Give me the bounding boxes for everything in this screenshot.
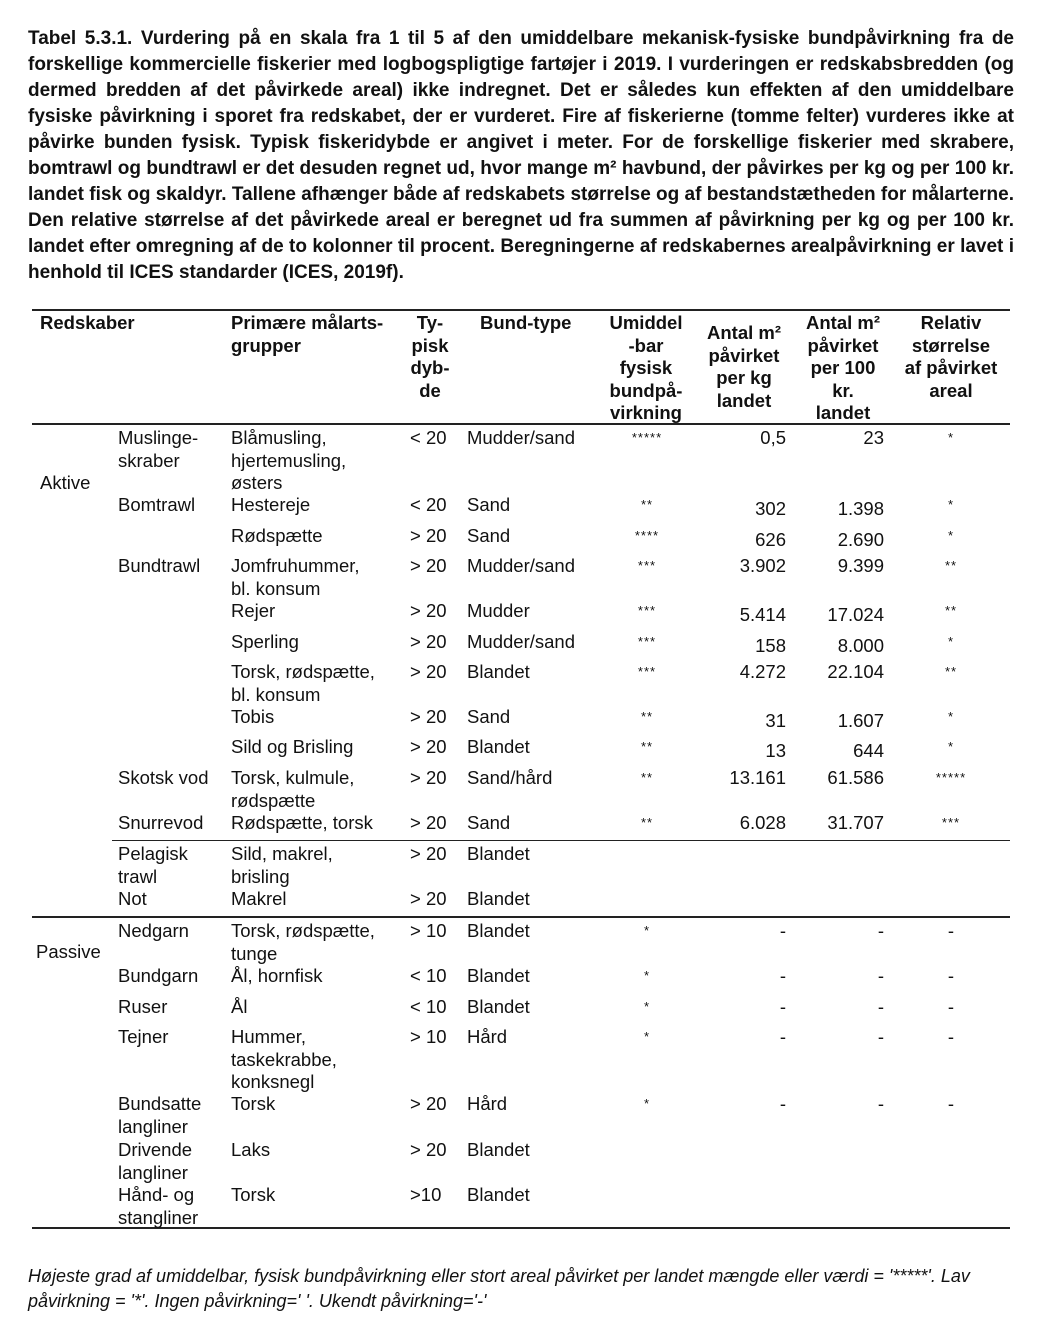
bottom-type-cell: Blandet — [467, 736, 530, 757]
impact-stars-cell: *** — [637, 558, 657, 573]
gear-cell: Nedgarn — [118, 920, 189, 941]
relative-size-cell: * — [947, 634, 955, 649]
target-cell: Blåmusling, hjertemusling, østers — [231, 427, 347, 493]
impact-stars-cell: *** — [637, 634, 657, 649]
area-per-100kr-cell: 31.707 — [827, 812, 884, 833]
depth-cell: >10 — [410, 1184, 442, 1205]
header-area-per-kg: Antal m² påvirket per kg landet — [707, 322, 781, 411]
depth-cell: < 20 — [410, 494, 447, 515]
impact-stars-cell: ** — [640, 497, 654, 512]
target-cell: Laks — [231, 1139, 271, 1160]
gear-cell: Pelagisk trawl — [118, 843, 188, 887]
area-per-kg-cell: 31 — [765, 710, 786, 731]
impact-stars-cell: * — [643, 999, 651, 1014]
area-per-kg-cell: - — [779, 996, 786, 1017]
depth-cell: > 20 — [410, 1139, 447, 1160]
area-per-100kr-cell: 23 — [863, 427, 884, 448]
area-per-100kr-cell: 9.399 — [837, 555, 884, 576]
relative-size-cell: * — [947, 739, 955, 754]
target-cell: Torsk, rødspætte, bl. konsum — [231, 661, 375, 705]
header-depth: Ty- pisk dyb- de — [410, 312, 450, 401]
bottom-type-cell: Blandet — [467, 888, 530, 909]
depth-cell: > 20 — [410, 631, 447, 652]
depth-cell: > 10 — [410, 920, 447, 941]
target-cell: Torsk — [231, 1093, 276, 1114]
gear-cell: Not — [118, 888, 147, 909]
impact-stars-cell: * — [643, 923, 651, 938]
target-cell: Tobis — [231, 706, 275, 727]
area-per-kg-cell: 0,5 — [760, 427, 786, 448]
header-relative-size: Relativ størrelse af påvirket areal — [904, 312, 998, 401]
area-per-100kr-cell: 1.398 — [837, 498, 884, 519]
header-impact: Umiddel -bar fysisk bundpå- virkning — [609, 312, 683, 423]
gear-cell: Ruser — [118, 996, 168, 1017]
relative-size-cell: - — [947, 1026, 955, 1047]
gear-cell: Bomtrawl — [118, 494, 196, 515]
target-cell: Jomfruhummer, bl. konsum — [231, 555, 360, 599]
target-cell: Sild og Brisling — [231, 736, 354, 757]
bottom-type-cell: Sand — [467, 525, 511, 546]
gear-cell: Muslinge- skraber — [118, 427, 199, 471]
bottom-type-cell: Sand — [467, 812, 511, 833]
depth-cell: > 20 — [410, 888, 447, 909]
passive-divider-rule — [32, 916, 1010, 918]
impact-stars-cell: * — [643, 1096, 651, 1111]
target-cell: Rødspætte — [231, 525, 323, 546]
area-per-100kr-cell: 2.690 — [837, 529, 884, 550]
bottom-type-cell: Blandet — [467, 965, 530, 986]
relative-size-cell: - — [947, 996, 955, 1017]
relative-size-cell: * — [947, 528, 955, 543]
gear-cell: Bundsatte langliner — [118, 1093, 202, 1137]
gear-cell: Hånd- og stangliner — [118, 1184, 199, 1228]
impact-stars-cell: ** — [640, 739, 654, 754]
area-per-kg-cell: - — [779, 1093, 786, 1114]
footnote: Højeste grad af umiddelbar, fysisk bundpåvirkning eller stort areal påvirket per landet mængde eller værdi = '*****'. Lav påvirkning = '*'. Ingen påvirkning=' '. Ukendt påvirkning='-' — [28, 1266, 970, 1311]
impact-stars-cell: ***** — [631, 430, 663, 445]
relative-size-cell: ** — [944, 664, 958, 679]
depth-cell: < 20 — [410, 427, 447, 448]
area-per-100kr-cell: 17.024 — [827, 604, 884, 625]
depth-cell: > 20 — [410, 843, 447, 864]
bottom-type-cell: Blandet — [467, 843, 530, 864]
depth-cell: > 20 — [410, 706, 447, 727]
header-area-per-100kr: Antal m² påvirket per 100 kr. landet — [806, 312, 880, 423]
impact-stars-cell: * — [643, 1029, 651, 1044]
area-per-kg-cell: - — [779, 920, 786, 941]
bottom-type-cell: Hård — [467, 1093, 508, 1114]
depth-cell: > 20 — [410, 525, 447, 546]
area-per-100kr-cell: 8.000 — [837, 635, 884, 656]
bottom-type-cell: Sand — [467, 706, 511, 727]
target-cell: Rødspætte, torsk — [231, 812, 373, 833]
relative-size-cell: ** — [944, 603, 958, 618]
target-cell: Hestereje — [231, 494, 311, 515]
depth-cell: > 20 — [410, 812, 447, 833]
bottom-type-cell: Mudder/sand — [467, 427, 575, 448]
depth-cell: > 20 — [410, 736, 447, 757]
bottom-type-cell: Mudder — [467, 600, 530, 621]
area-per-100kr-cell: - — [877, 1093, 884, 1114]
target-cell: Sperling — [231, 631, 299, 652]
gear-cell: Skotsk vod — [118, 767, 209, 788]
depth-cell: > 10 — [410, 1026, 447, 1047]
bottom-type-cell: Mudder/sand — [467, 555, 575, 576]
area-per-kg-cell: 13 — [765, 740, 786, 761]
relative-size-cell: * — [947, 709, 955, 724]
area-per-kg-cell: - — [779, 965, 786, 986]
group-label-passive: Passive — [36, 941, 101, 962]
bottom-type-cell: Blandet — [467, 1139, 530, 1160]
area-per-kg-cell: 13.161 — [729, 767, 786, 788]
bottom-type-cell: Blandet — [467, 661, 530, 682]
bottom-type-cell: Hård — [467, 1026, 508, 1047]
target-cell: Sild, makrel, brisling — [231, 843, 333, 887]
impact-stars-cell: **** — [634, 528, 660, 543]
target-cell: Makrel — [231, 888, 287, 909]
depth-cell: > 20 — [410, 600, 447, 621]
impact-stars-cell: * — [643, 968, 651, 983]
area-per-kg-cell: 302 — [755, 498, 786, 519]
area-per-kg-cell: 5.414 — [739, 604, 786, 625]
target-cell: Hummer, taskekrabbe, konksnegl — [231, 1026, 337, 1092]
area-per-100kr-cell: - — [877, 1026, 884, 1047]
area-per-kg-cell: 3.902 — [739, 555, 786, 576]
area-per-kg-cell: - — [779, 1026, 786, 1047]
target-cell: Torsk, rødspætte, tunge — [231, 920, 375, 964]
depth-cell: > 20 — [410, 661, 447, 682]
header-target: Primære målarts- grupper — [231, 312, 384, 356]
relative-size-cell: * — [947, 430, 955, 445]
impact-stars-cell: ** — [640, 815, 654, 830]
target-cell: Ål — [231, 996, 248, 1017]
group-label-active: Aktive — [40, 472, 91, 493]
pelagic-divider-rule — [112, 840, 1010, 841]
depth-cell: > 20 — [410, 767, 447, 788]
area-per-kg-cell: 158 — [755, 635, 786, 656]
target-cell: Ål, hornfisk — [231, 965, 323, 986]
depth-cell: > 20 — [410, 555, 447, 576]
area-per-100kr-cell: - — [877, 920, 884, 941]
bottom-type-cell: Sand/hård — [467, 767, 553, 788]
depth-cell: < 10 — [410, 996, 447, 1017]
target-cell: Torsk — [231, 1184, 276, 1205]
relative-size-cell: * — [947, 497, 955, 512]
relative-size-cell: - — [947, 1093, 955, 1114]
bottom-type-cell: Blandet — [467, 920, 530, 941]
area-per-100kr-cell: 644 — [853, 740, 884, 761]
header-gear: Redskaber — [40, 312, 135, 333]
depth-cell: > 20 — [410, 1093, 447, 1114]
bottom-type-cell: Mudder/sand — [467, 631, 575, 652]
target-cell: Rejer — [231, 600, 276, 621]
area-per-100kr-cell: 1.607 — [837, 710, 884, 731]
impact-stars-cell: ** — [640, 709, 654, 724]
relative-size-cell: ** — [944, 558, 958, 573]
bottom-type-cell: Blandet — [467, 996, 530, 1017]
relative-size-cell: - — [947, 965, 955, 986]
area-per-kg-cell: 6.028 — [739, 812, 786, 833]
table-caption: Tabel 5.3.1. Vurdering på en skala fra 1 til 5 af den umiddelbare mekanisk-fysiske bundpåvirkning fra de forskellige kommercielle fiskerier med logbogspligtige fartøjer i 2019. I vurderingen er redskabsbredden (og dermed bredden af det påvirkede areal) ikke indregnet. Det er således kun effekten af den umiddelbare fysiske påvirkning i sporet fra redskabet, der er vurderet. Fire af fiskerierne (tomme felter) vurderes ikke at påvirke bunden fysisk. Typisk fiskeridybde er angivet i meter. For de forskellige fiskerier med skrabere, bomtrawl og bundtrawl er det desuden regnet ud, hvor mange m² havbund, der påvirkes per kg og per 100 kr. landet fisk og skaldyr. Tallene afhænger både af redskabets størrelse og af bestandstætheden for målarterne. Den relative størrelse af det påvirkede areal er beregnet ud fra summen af påvirkning per kg og per 100 kr. landet efter omregning af de to kolonner til procent. Beregningerne af redskabernes arealpåvirkning er lavet i henhold til ICES standarder (ICES, 2019f). — [28, 28, 1014, 283]
gear-cell: Snurrevod — [118, 812, 204, 833]
relative-size-cell: ***** — [935, 770, 967, 785]
depth-cell: < 10 — [410, 965, 447, 986]
table-top-rule — [32, 309, 1010, 311]
area-per-100kr-cell: 61.586 — [827, 767, 884, 788]
area-per-100kr-cell: 22.104 — [827, 661, 884, 682]
area-per-100kr-cell: - — [877, 965, 884, 986]
gear-cell: Drivende langliner — [118, 1139, 193, 1183]
gear-cell: Tejner — [118, 1026, 169, 1047]
relative-size-cell: - — [947, 920, 955, 941]
impact-stars-cell: *** — [637, 664, 657, 679]
gear-cell: Bundtrawl — [118, 555, 201, 576]
area-per-100kr-cell: - — [877, 996, 884, 1017]
impact-stars-cell: *** — [637, 603, 657, 618]
bottom-type-cell: Sand — [467, 494, 511, 515]
area-per-kg-cell: 626 — [755, 529, 786, 550]
target-cell: Torsk, kulmule, rødspætte — [231, 767, 355, 811]
header-bottom-type: Bund-type — [480, 312, 572, 333]
header-bottom-rule — [32, 423, 1010, 425]
relative-size-cell: *** — [941, 815, 961, 830]
area-per-kg-cell: 4.272 — [739, 661, 786, 682]
impact-stars-cell: ** — [640, 770, 654, 785]
bottom-type-cell: Blandet — [467, 1184, 530, 1205]
gear-cell: Bundgarn — [118, 965, 199, 986]
